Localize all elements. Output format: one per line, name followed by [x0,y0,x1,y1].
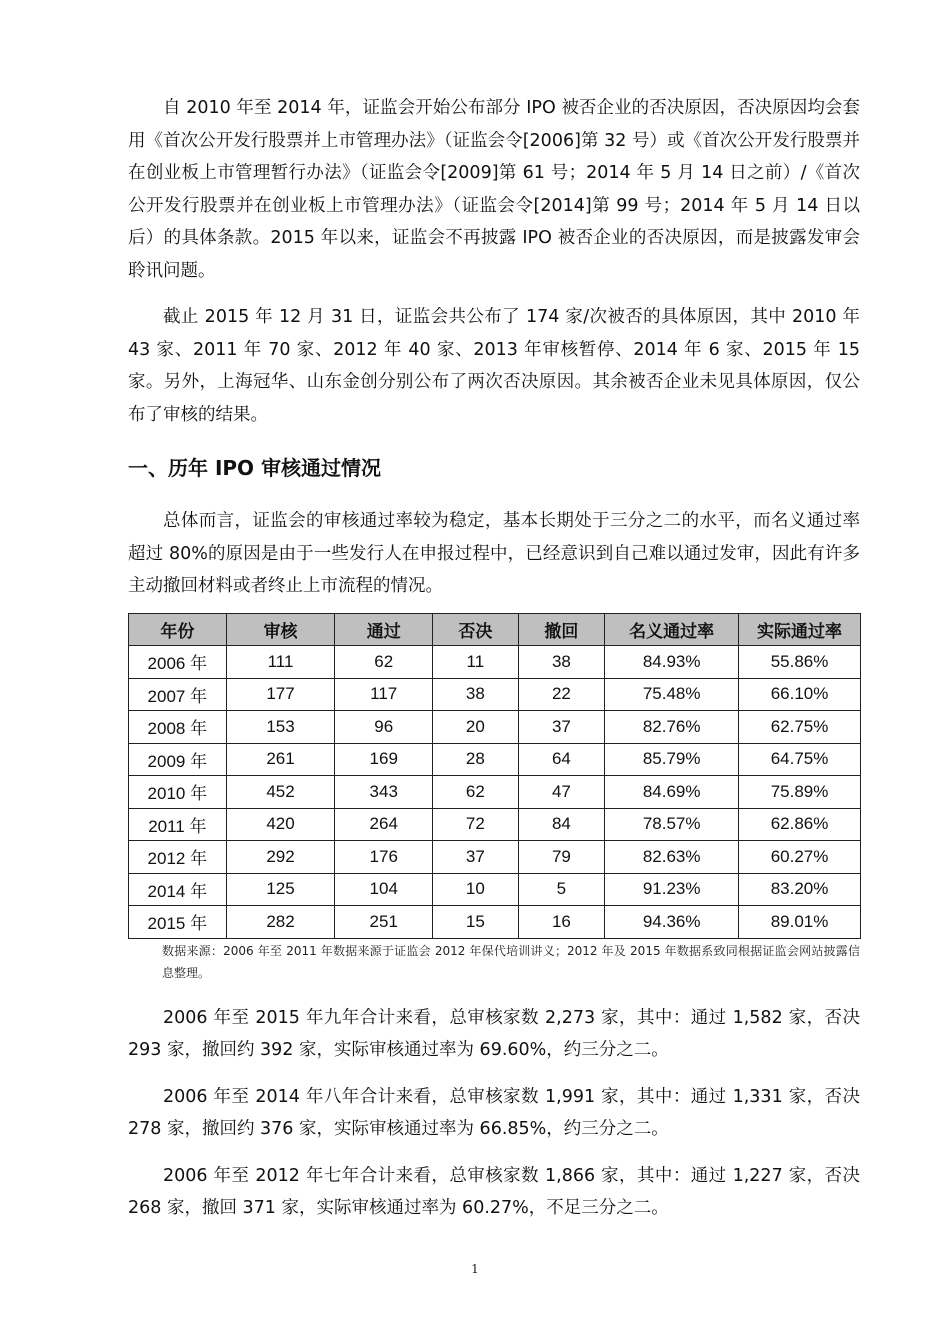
table-row [129,808,861,841]
table-cell: 104 [335,873,433,906]
table-header-cell: 通过 [335,613,433,646]
table-cell: 10 [433,873,519,906]
table-cell: 282 [226,906,335,939]
table-cell: 62 [335,646,433,679]
table-cell: 177 [226,678,335,711]
table-cell: 55.86% [739,646,861,679]
table-cell: 96 [335,711,433,744]
table-cell: 420 [226,808,335,841]
data-source-note: 数据来源：2006 年至 2011 年数据来源于证监会 2012 年保代培训讲义；2012 年及 2015 年数据系致同根据证监会网站披露信息整理。 [162,943,860,980]
section-heading: 一、历年 IPO 审核通过情况 [128,456,382,480]
table-header-cell: 审核 [226,613,335,646]
table-cell: 169 [335,743,433,776]
table-cell: 16 [518,906,605,939]
table-cell: 37 [433,841,519,874]
paragraph-intro: 自 2010 年至 2014 年，证监会开始公布部分 IPO 被否企业的否决原因，否决原因均会套用《首次公开发行股票并上市管理办法》（证监会令[2006]第 32 号）或《首次公开发行股票并在创业板上市管理暂行办法》（证监会令[2009]第 61 号；2014 年 5 月 14 日之前）/《首次公开发行股票并在创业板上市管理办法》（证监会令[2014]第 99 号；2014 年 5 月 14 日以后）的具体条款。2015 年以来，证监会不再披露 IPO 被否企业的否决原因，而是披露发审会聆讯问题。 [128,98,860,281]
table-cell: 11 [433,646,519,679]
table-cell: 176 [335,841,433,874]
table-header-cell: 年份 [129,613,227,646]
table-row [129,841,861,874]
table-cell: 91.23% [605,873,739,906]
table-cell: 117 [335,678,433,711]
table-header-cell: 名义通过率 [605,613,739,646]
table-cell: 2010 年 [129,776,227,809]
table-cell: 64 [518,743,605,776]
paragraph-summary-9yr: 2006 年至 2015 年九年合计来看，总审核家数 2,273 家，其中：通过 1,582 家，否决 293 家，撤回约 392 家，实际审核通过率为 69.60%，约三分之二。 [128,1007,860,1060]
table-cell: 125 [226,873,335,906]
table-cell: 82.76% [605,711,739,744]
table-row [129,678,861,711]
table-cell: 5 [518,873,605,906]
table-cell: 84 [518,808,605,841]
table-cell: 38 [433,678,519,711]
table-row [129,906,861,939]
table-cell: 2008 年 [129,711,227,744]
paragraph-statistics: 截止 2015 年 12 月 31 日，证监会共公布了 174 家/次被否的具体原因，其中 2010 年 43 家、2011 年 70 家、2012 年 40 家、2013 年审核暂停、2014 年 6 家、2015 年 15 家。另外，上海冠华、山东金创分别公布了两次否决原因。其余被否企业未见具体原因，仅公布了审核的结果。 [128,307,860,425]
paragraph-overview: 总体而言，证监会的审核通过率较为稳定，基本长期处于三分之二的水平，而名义通过率超过 80%的原因是由于一些发行人在申报过程中，已经意识到自己难以通过发审，因此有许多主动撤回材料或者终止上市流程的情况。 [128,511,860,596]
table-cell: 2006 年 [129,646,227,679]
table-cell: 62 [433,776,519,809]
table-cell: 2009 年 [129,743,227,776]
table-cell: 82.63% [605,841,739,874]
table-cell: 15 [433,906,519,939]
table-row [129,646,861,679]
ipo-approval-table [128,613,861,939]
table-cell: 84.93% [605,646,739,679]
table-row [129,711,861,744]
table-cell: 37 [518,711,605,744]
table-cell: 343 [335,776,433,809]
paragraph-summary-8yr: 2006 年至 2014 年八年合计来看，总审核家数 1,991 家，其中：通过 1,331 家，否决 278 家，撤回约 376 家，实际审核通过率为 66.85%，约三分之二。 [128,1086,860,1139]
table-cell: 60.27% [739,841,861,874]
table-cell: 83.20% [739,873,861,906]
page-number: 1 [471,1262,479,1276]
document-page [128,92,860,1225]
table-cell: 452 [226,776,335,809]
table-cell: 85.79% [605,743,739,776]
table-cell: 2007 年 [129,678,227,711]
table-cell: 28 [433,743,519,776]
table-cell: 111 [226,646,335,679]
table-cell: 2012 年 [129,841,227,874]
paragraph-summary-7yr: 2006 年至 2012 年七年合计来看，总审核家数 1,866 家，其中：通过 1,227 家，否决 268 家，撤回 371 家，实际审核通过率为 60.27%，不足三分之二。 [128,1165,860,1218]
table-cell: 47 [518,776,605,809]
table-cell: 66.10% [739,678,861,711]
table-header-cell: 否决 [433,613,519,646]
table-body [129,646,861,939]
table-cell: 64.75% [739,743,861,776]
table-cell: 22 [518,678,605,711]
table-header-row [129,613,861,646]
table-row [129,776,861,809]
table-cell: 94.36% [605,906,739,939]
table-cell: 78.57% [605,808,739,841]
table-cell: 261 [226,743,335,776]
table-cell: 72 [433,808,519,841]
table-cell: 251 [335,906,433,939]
table-cell: 20 [433,711,519,744]
table-cell: 62.75% [739,711,861,744]
table-cell: 2011 年 [129,808,227,841]
table-cell: 264 [335,808,433,841]
table-row [129,743,861,776]
table-row [129,873,861,906]
table-cell: 75.89% [739,776,861,809]
table-cell: 38 [518,646,605,679]
table-cell: 62.86% [739,808,861,841]
table-cell: 2014 年 [129,873,227,906]
table-header-cell: 撤回 [518,613,605,646]
table-cell: 84.69% [605,776,739,809]
table-cell: 292 [226,841,335,874]
table-cell: 2015 年 [129,906,227,939]
table-cell: 75.48% [605,678,739,711]
table-cell: 153 [226,711,335,744]
table-cell: 79 [518,841,605,874]
table-header-cell: 实际通过率 [739,613,861,646]
table-cell: 89.01% [739,906,861,939]
